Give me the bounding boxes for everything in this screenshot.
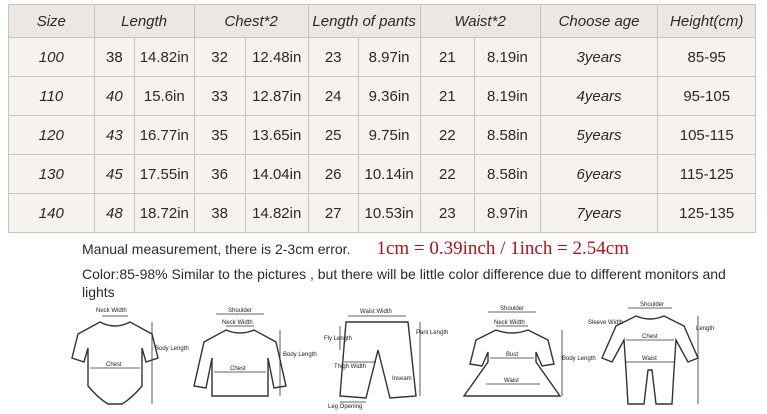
- bodysuit-diagram: [60, 300, 189, 410]
- height-cell: 85-95: [658, 38, 756, 77]
- length-cm-cell: 48: [94, 194, 134, 233]
- waist-in-cell: 8.97in: [475, 194, 540, 233]
- height-cell: 115-125: [658, 155, 756, 194]
- unit-conversion: 1cm = 0.39inch / 1inch = 2.54cm: [376, 238, 630, 259]
- length-cm-cell: 43: [94, 116, 134, 155]
- pants-cm-cell: 24: [308, 77, 358, 116]
- size-table: [8, 4, 756, 233]
- waist-cm-cell: 22: [420, 116, 475, 155]
- chest-cm-cell: 32: [194, 38, 245, 77]
- size-cell: 120: [9, 116, 95, 155]
- age-cell: 6years: [540, 155, 658, 194]
- table-row: [9, 77, 756, 116]
- sweater-diagram: [190, 300, 317, 410]
- size-cell: 130: [9, 155, 95, 194]
- chest-cm-cell: 36: [194, 155, 245, 194]
- pants-cm-cell: 23: [308, 38, 358, 77]
- sweater-body-label: Body Length: [283, 352, 317, 358]
- pants-in-cell: 8.97in: [358, 38, 420, 77]
- romper-waist-label: Waist: [642, 356, 657, 362]
- pants-inseam-label: Inseam: [392, 376, 412, 382]
- sweater-icon: [190, 300, 317, 410]
- notes-line: [82, 238, 742, 262]
- length-cm-cell: 45: [94, 155, 134, 194]
- waist-cm-cell: 21: [420, 77, 475, 116]
- chest-cm-cell: 33: [194, 77, 245, 116]
- dress-body-label: Body Length: [562, 356, 596, 362]
- height-cell: 95-105: [658, 77, 756, 116]
- sweater-neck-label: Neck Width: [222, 320, 253, 326]
- header-length: Length: [94, 5, 194, 38]
- length-in-cell: 14.82in: [135, 38, 194, 77]
- dress-diagram: [450, 300, 596, 410]
- chest-cm-cell: 35: [194, 116, 245, 155]
- waist-cm-cell: 22: [420, 155, 475, 194]
- header-height: Height(cm): [658, 5, 756, 38]
- chest-in-cell: 14.04in: [245, 155, 308, 194]
- chest-in-cell: 13.65in: [245, 116, 308, 155]
- waist-in-cell: 8.19in: [475, 77, 540, 116]
- table-row: [9, 38, 756, 77]
- waist-in-cell: 8.58in: [475, 116, 540, 155]
- bodysuit-icon: [60, 300, 189, 410]
- measurement-note: Manual measurement, there is 2-3cm error.: [82, 241, 351, 257]
- pants-diagram: [320, 300, 449, 410]
- table-header-row: [9, 5, 756, 38]
- pants-cm-cell: 25: [308, 116, 358, 155]
- dress-shoulder-label: Shoulder: [500, 306, 525, 312]
- pants-icon: [320, 300, 449, 410]
- pants-in-cell: 10.53in: [358, 194, 420, 233]
- chest-cm-cell: 38: [194, 194, 245, 233]
- dress-waist-label: Waist: [504, 378, 519, 384]
- waist-cm-cell: 21: [420, 38, 475, 77]
- header-waist: Waist*2: [420, 5, 540, 38]
- pants-in-cell: 10.14in: [358, 155, 420, 194]
- age-cell: 5years: [540, 116, 658, 155]
- table-row: [9, 155, 756, 194]
- pants-leg-label: Leg Opening: [328, 404, 363, 410]
- table-row: [9, 194, 756, 233]
- pants-cm-cell: 26: [308, 155, 358, 194]
- length-in-cell: 17.55in: [135, 155, 194, 194]
- pants-in-cell: 9.36in: [358, 77, 420, 116]
- pants-length-label: Pant Length: [416, 330, 449, 336]
- pants-waist-label: Waist Width: [360, 309, 392, 315]
- height-cell: 125-135: [658, 194, 756, 233]
- romper-icon: [580, 300, 720, 410]
- chest-in-cell: 12.87in: [245, 77, 308, 116]
- waist-in-cell: 8.58in: [475, 155, 540, 194]
- length-in-cell: 18.72in: [135, 194, 194, 233]
- romper-diagram: [580, 300, 720, 410]
- table-row: [9, 116, 756, 155]
- bodysuit-chest-label: Chest: [106, 362, 122, 368]
- pants-in-cell: 9.75in: [358, 116, 420, 155]
- length-in-cell: 15.6in: [135, 77, 194, 116]
- age-cell: 4years: [540, 77, 658, 116]
- pants-thigh-label: Thigh Width: [334, 364, 367, 370]
- bodysuit-neck-label: Neck Width: [96, 308, 127, 314]
- measurement-diagrams: [60, 300, 760, 410]
- header-age: Choose age: [540, 5, 658, 38]
- bodysuit-body-label: Body Length: [155, 346, 189, 352]
- length-cm-cell: 40: [94, 77, 134, 116]
- height-cell: 105-115: [658, 116, 756, 155]
- color-note: Color:85-98% Similar to the pictures , but there will be little color difference due to different monitors and lights: [82, 266, 726, 300]
- header-pants-length: Length of pants: [308, 5, 420, 38]
- dress-icon: [450, 300, 596, 410]
- sweater-chest-label: Chest: [230, 366, 246, 372]
- pants-fly-label: Fly Length: [324, 336, 353, 342]
- chest-in-cell: 14.82in: [245, 194, 308, 233]
- dress-bust-label: Bust: [506, 352, 519, 358]
- waist-in-cell: 8.19in: [475, 38, 540, 77]
- age-cell: 3years: [540, 38, 658, 77]
- length-in-cell: 16.77in: [135, 116, 194, 155]
- romper-shoulder-label: Shoulder: [640, 302, 665, 308]
- dress-neck-label: Neck Width: [494, 320, 525, 326]
- size-cell: 100: [9, 38, 95, 77]
- header-chest: Chest*2: [194, 5, 308, 38]
- notes: [82, 238, 742, 262]
- chest-in-cell: 12.48in: [245, 38, 308, 77]
- header-size: Size: [9, 5, 95, 38]
- size-cell: 140: [9, 194, 95, 233]
- pants-cm-cell: 27: [308, 194, 358, 233]
- size-chart: [8, 4, 756, 230]
- sweater-shoulder-label: Shoulder: [228, 308, 253, 314]
- age-cell: 7years: [540, 194, 658, 233]
- length-cm-cell: 38: [94, 38, 134, 77]
- size-cell: 110: [9, 77, 95, 116]
- romper-chest-label: Chest: [642, 334, 658, 340]
- romper-sleeve-label: Sleeve Width: [588, 320, 624, 326]
- waist-cm-cell: 23: [420, 194, 475, 233]
- romper-length-label: Length: [696, 326, 715, 332]
